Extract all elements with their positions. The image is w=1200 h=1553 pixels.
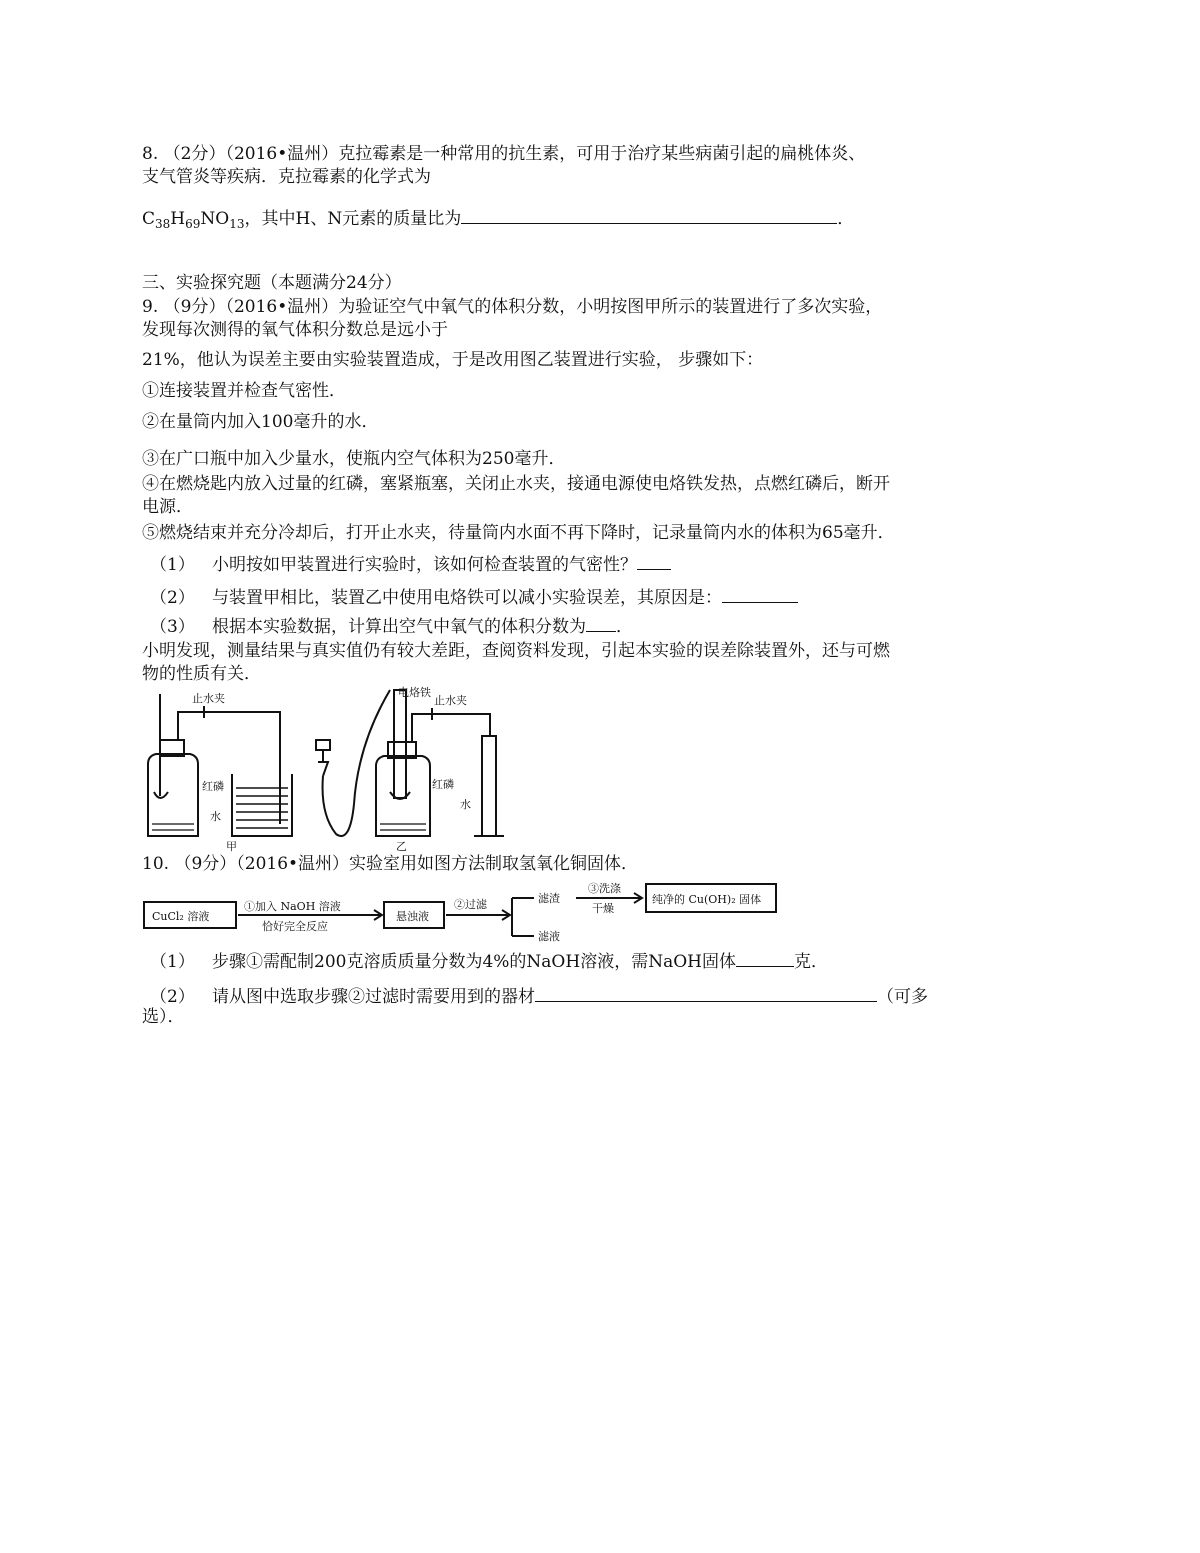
q8-line-1: 8. （2分）（2016•温州）克拉霉素是一种常用的抗生素，可用于治疗某些病菌引起的扁桃体炎、 [142,144,866,164]
q9-step-4b: 电源． [142,497,193,517]
label-phosphorus-a: 红磷 [202,780,224,793]
q9-step-5: ⑤燃烧结束并充分冷却后，打开止水夹，待量筒内水面不再下降时，记录量筒内水的体积为65毫升． [142,523,895,543]
q10-sub-2-text-a: 请从图中选取步骤②过滤时需要用到的器材 [212,987,535,1007]
label-iron: 电烙铁 [398,686,431,699]
label-jia: 甲 [226,840,237,853]
q10-sub-2-cont: 选）． [142,1007,185,1027]
soldering-iron [394,690,406,798]
q9-line-1: 9. （9分）（2016•温州）为验证空气中氧气的体积分数，小明按图甲所示的装置进行了多次实验， [142,297,883,317]
apparatus-figure [140,684,510,854]
flow-arrow-1-top: ①加入 NaOH 溶液 [244,900,341,913]
q10-sub-2-text-b: （可多 [877,987,928,1007]
q9-step-2: ②在量筒内加入100毫升的水． [142,412,379,432]
q9-step-3: ③在广口瓶中加入少量水，使瓶内空气体积为250毫升． [142,449,566,469]
q9-sub-2 [150,584,798,609]
formula-h-sub: 69 [185,217,201,231]
q9-sub-1-num: （1） [150,555,195,575]
flow-arrow-2-label: ②过滤 [454,898,487,911]
flow-box-suspension-label: 悬浊液 [396,910,429,923]
tube-b [412,714,490,742]
power-socket [316,740,330,750]
q10-line-1: 10. （9分）（2016•温州）实验室用如图方法制取氢氧化铜固体． [142,854,639,874]
q9-sub-3-num: （3） [150,617,195,637]
q10-sub-2-num: （2） [150,987,195,1007]
q9-sub-1-text: 小明按如甲装置进行实验时，该如何检查装置的气密性？ [212,555,637,575]
formula-no: NO [200,209,230,229]
label-clamp-a: 止水夹 [192,692,225,705]
flow-box-product-label: 纯净的 Cu(OH)₂ 固体 [652,893,762,906]
label-clamp-b: 止水夹 [434,694,467,707]
q9-line-2: 发现每次测得的氧气体积分数总是远小于 [142,320,448,340]
graduated-cylinder [482,736,496,836]
q9-sub-3 [150,613,633,638]
q10-sub-1-blank[interactable] [736,948,794,967]
q9-sub-3-blank[interactable] [586,613,616,632]
q9-note-2: 物的性质有关． [142,664,261,684]
flow-arrow-3-top: ③洗涤 [588,882,621,895]
q9-sub-3-text: 根据本实验数据，计算出空气中氧气的体积分数为 [212,617,586,637]
formula-c-sub: 38 [155,217,171,231]
flow-box-cucl2-label: CuCl₂ 溶液 [152,910,210,923]
flow-filtrate-label: 滤液 [538,930,560,943]
q9-sub-3-end: ． [616,617,633,637]
q9-line-3: 21%，他认为误差主要由实验装置造成，于是改用图乙装置进行实验， 步骤如下： [142,350,764,370]
q9-step-4a: ④在燃烧匙内放入过量的红磷，塞紧瓶塞，关闭止水夹，接通电源使电烙铁发热，点燃红磷后，断开 [142,474,890,494]
label-water-b: 水 [460,798,471,811]
tube-a [178,712,280,824]
label-phosphorus-b: 红磷 [432,778,454,791]
q9-sub-2-num: （2） [150,588,195,608]
q10-sub-2-blank[interactable] [535,983,877,1002]
flow-arrow-3-bottom: 干燥 [592,902,614,915]
q9-sub-1-blank[interactable] [637,551,671,570]
flow-diagram [140,878,780,944]
jar-water-b [380,824,426,830]
jar-water-a [152,824,194,830]
formula-h: H [170,209,186,229]
beaker-a [232,774,292,836]
formula-no-sub: 13 [229,217,245,231]
label-water-a: 水 [210,810,221,823]
q9-step-1: ①连接装置并检查气密性． [142,381,346,401]
power-plug [318,750,328,776]
q10-sub-1 [150,948,828,973]
q8-question-text: ，其中H、N元素的质量比为 [244,209,462,229]
power-cord [323,690,390,836]
q8-line-2: 支气管炎等疾病．克拉霉素的化学式为 [142,167,431,187]
q10-sub-2 [150,983,928,1008]
q9-sub-1 [150,551,671,576]
flow-residue-label: 滤渣 [538,892,560,905]
formula-c: C [142,209,156,229]
q10-sub-1-num: （1） [150,952,195,972]
flow-arrow-1-bottom: 恰好完全反应 [262,920,328,933]
q9-note-1: 小明发现，测量结果与真实值仍有较大差距，查阅资料发现，引起本实验的误差除装置外，还与可燃 [142,641,890,661]
section-3-title: 三、实验探究题（本题满分24分） [142,273,402,293]
q8-line-3 [142,205,854,231]
q10-sub-1-text-a: 步骤①需配制200克溶质质量分数为4%的NaOH溶液，需NaOH固体 [212,952,736,972]
q10-sub-1-text-b: 克． [793,952,828,972]
q9-sub-2-blank[interactable] [722,584,798,603]
q9-sub-2-text: 与装置甲相比，装置乙中使用电烙铁可以减小实验误差，其原因是： [212,588,722,608]
q8-answer-blank[interactable] [461,205,837,224]
q8-end: ． [837,209,855,229]
label-yi: 乙 [396,840,407,853]
